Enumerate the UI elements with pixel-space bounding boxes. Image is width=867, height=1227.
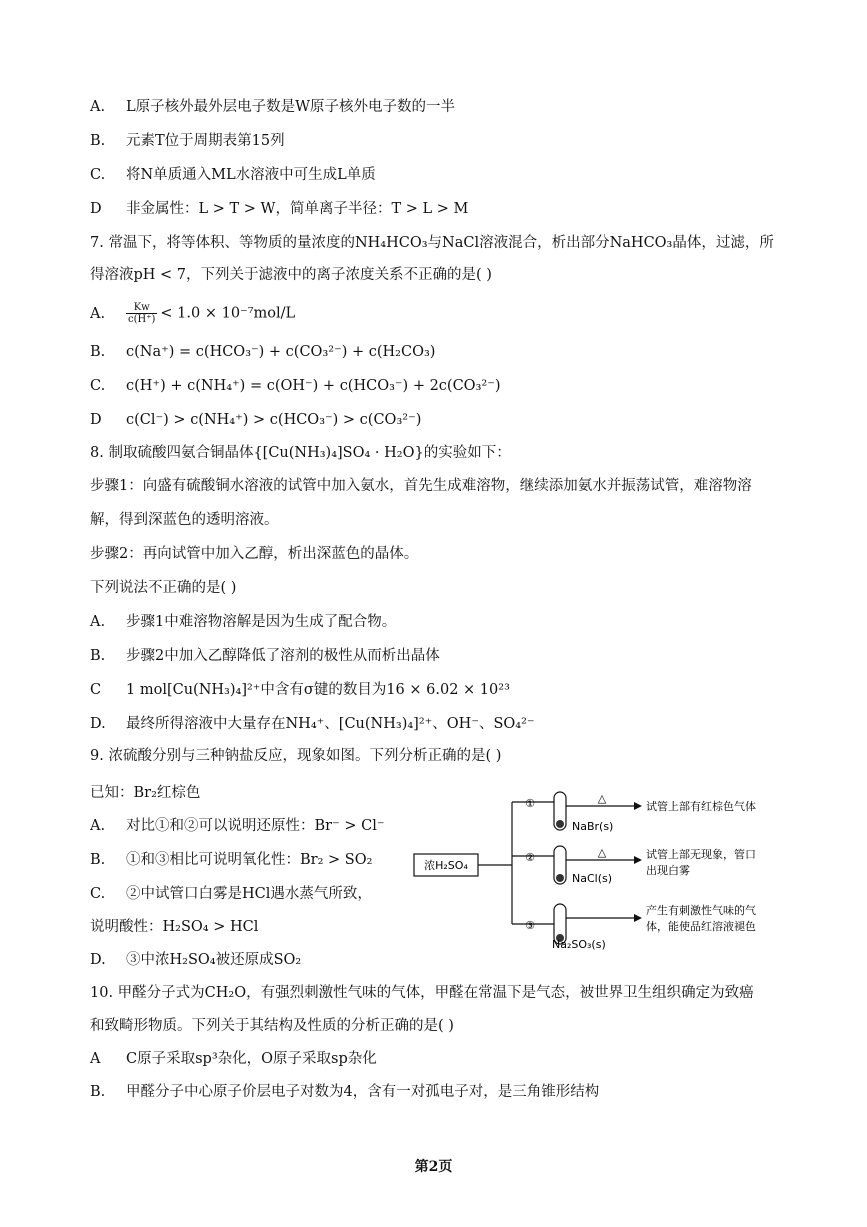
option-text: 步骤2中加入乙醇降低了溶剂的极性从而析出晶体 [126, 648, 440, 664]
option-label: A. [90, 99, 106, 115]
tube-number: ① [525, 797, 535, 810]
page-number: 第2页 [414, 1159, 453, 1175]
option-text: ②中试管口白雾是HCl遇水蒸气所致， [126, 886, 372, 902]
option-text: < 1.0 × 10⁻⁷mol/L [160, 305, 296, 322]
tube-number: ③ [525, 919, 535, 932]
option-text: ①和③相比可说明氧化性：Br₂ > SO₂ [126, 852, 373, 868]
option-text: c(Cl⁻) > c(NH₄⁺) > c(HCO₃⁻) > c(CO₃²⁻) [126, 412, 422, 428]
option-label: B. [90, 852, 106, 868]
option-label: B. [90, 648, 106, 664]
q8-option-a [90, 612, 396, 632]
observation-line-1: 试管上部无现象，管口 [646, 848, 756, 861]
acid-label: 浓H₂SO₄ [424, 859, 468, 872]
q7-stem-line-2: 得溶液pH < 7，下列关于滤液中的离子浓度关系不正确的是( ) [90, 267, 492, 283]
q6-option-b [90, 131, 285, 151]
option-label: A. [90, 305, 106, 322]
option-label: C. [90, 378, 106, 394]
q6-option-a [90, 97, 455, 117]
option-label: C. [90, 886, 106, 902]
option-label: A. [90, 614, 106, 630]
salt-label: Na₂SO₃(s) [552, 938, 606, 950]
observation-line-1: 产生有刺激性气味的气 [646, 904, 756, 917]
option-text: 甲醛分子中心原子价层电子对数为4，含有一对孤电子对，是三角锥形结构 [126, 1084, 600, 1100]
q9-option-b [90, 850, 372, 870]
q7-option-b [90, 342, 435, 362]
q8-question: 下列说法不正确的是( ) [90, 580, 237, 596]
q10-option-b [90, 1082, 599, 1102]
option-label: D. [90, 952, 106, 968]
option-text: 对比①和②可以说明还原性：Br⁻ > Cl⁻ [126, 818, 385, 834]
q9-stem: 9. 浓硫酸分别与三种钠盐反应，现象如图。下列分析正确的是( ) [90, 748, 502, 764]
q8-step1-line-1: 步骤1：向盛有硫酸铜水溶液的试管中加入氨水，首先生成难溶物，继续添加氨水并振荡试管，难溶物溶 [90, 478, 752, 494]
test-tube-2 [525, 846, 756, 885]
observation-line-1: 试管上部有红棕色气体 [646, 800, 756, 813]
q10-stem-line-2: 和致畸形物质。下列关于其结构及性质的分析正确的是( ) [90, 1018, 454, 1034]
q9-option-c [90, 884, 372, 904]
option-text: C原子采取sp³杂化，O原子采取sp杂化 [126, 1051, 377, 1067]
observation-line-2: 体，能使品红溶液褪色 [646, 920, 756, 933]
q8-option-d [90, 714, 535, 734]
option-label: B. [90, 1084, 106, 1100]
q8-option-c [90, 680, 510, 700]
fraction-numerator: Kw [126, 302, 157, 314]
option-text: c(Na⁺) = c(HCO₃⁻) + c(CO₃²⁻) + c(H₂CO₃) [126, 344, 436, 360]
option-text: L原子核外最外层电子数是W原子核外电子数的一半 [126, 99, 456, 115]
option-text: 最终所得溶液中大量存在NH₄⁺、[Cu(NH₃)₄]²⁺、OH⁻、SO₄²⁻ [126, 716, 535, 732]
tube-number: ② [525, 851, 535, 864]
q9-known: 已知：Br₂红棕色 [90, 785, 201, 801]
option-text: 将N单质通入ML水溶液中可生成L单质 [126, 167, 376, 183]
salt-label: NaCl(s) [572, 872, 613, 885]
q8-stem: 8. 制取硫酸四氨合铜晶体{[Cu(NH₃)₄]SO₄ · H₂O}的实验如下： [90, 445, 511, 461]
heat-symbol: △ [597, 846, 607, 859]
q8-step2: 步骤2：再向试管中加入乙醇，析出深蓝色的晶体。 [90, 546, 419, 562]
q8-option-b [90, 646, 440, 666]
option-label: D [90, 201, 102, 217]
q6-option-c [90, 165, 376, 185]
test-tube-1 [525, 792, 756, 833]
option-text: ③中浓H₂SO₄被还原成SO₂ [126, 952, 302, 968]
q10-stem-line-1: 10. 甲醛分子式为CH₂O，有强烈刺激性气味的气体，甲醛在常温下是气态，被世界卫生组织确定为致癌 [90, 985, 754, 1001]
option-label: D. [90, 716, 106, 732]
test-tube-3 [525, 903, 756, 950]
option-text: 步骤1中难溶物溶解是因为生成了配合物。 [126, 614, 397, 630]
experiment-diagram [412, 790, 792, 950]
salt-label: NaBr(s) [572, 820, 614, 833]
option-label: A. [90, 818, 106, 834]
q7-stem-line-1: 7. 常温下，将等体积、等物质的量浓度的NH₄HCO₃与NaCl溶液混合，析出部分NaHCO₃晶体，过滤，所 [90, 235, 774, 251]
observation-line-2: 出现白雾 [646, 864, 690, 877]
option-text: 1 mol[Cu(NH₃)₄]²⁺中含有σ键的数目为16 × 6.02 × 10²³ [126, 682, 510, 698]
q6-option-d [90, 199, 468, 219]
option-text: 元素T位于周期表第15列 [126, 133, 285, 149]
q8-step1-line-2: 解，得到深蓝色的透明溶液。 [90, 512, 279, 528]
q10-option-a [90, 1049, 377, 1069]
option-label: C. [90, 167, 106, 183]
option-label: B. [90, 133, 106, 149]
option-label: D [90, 412, 102, 428]
q9-option-a [90, 816, 385, 836]
option-text: 非金属性：L > T > W，简单离子半径：T > L > M [126, 201, 469, 217]
option-label: B. [90, 344, 106, 360]
q7-option-d [90, 410, 421, 430]
option-label: A [90, 1051, 101, 1067]
heat-symbol: △ [597, 792, 607, 805]
kw-fraction [126, 302, 157, 325]
q7-option-c [90, 376, 501, 396]
option-label: C [90, 682, 102, 698]
fraction-denominator: c(H⁺) [128, 314, 156, 325]
option-text: c(H⁺) + c(NH₄⁺) = c(OH⁻) + c(HCO₃⁻) + 2c(CO₃²⁻) [126, 378, 501, 394]
q9-option-d [90, 950, 301, 970]
q7-option-a [90, 302, 295, 325]
q9-option-c-continued: 说明酸性：H₂SO₄ > HCl [90, 919, 259, 935]
